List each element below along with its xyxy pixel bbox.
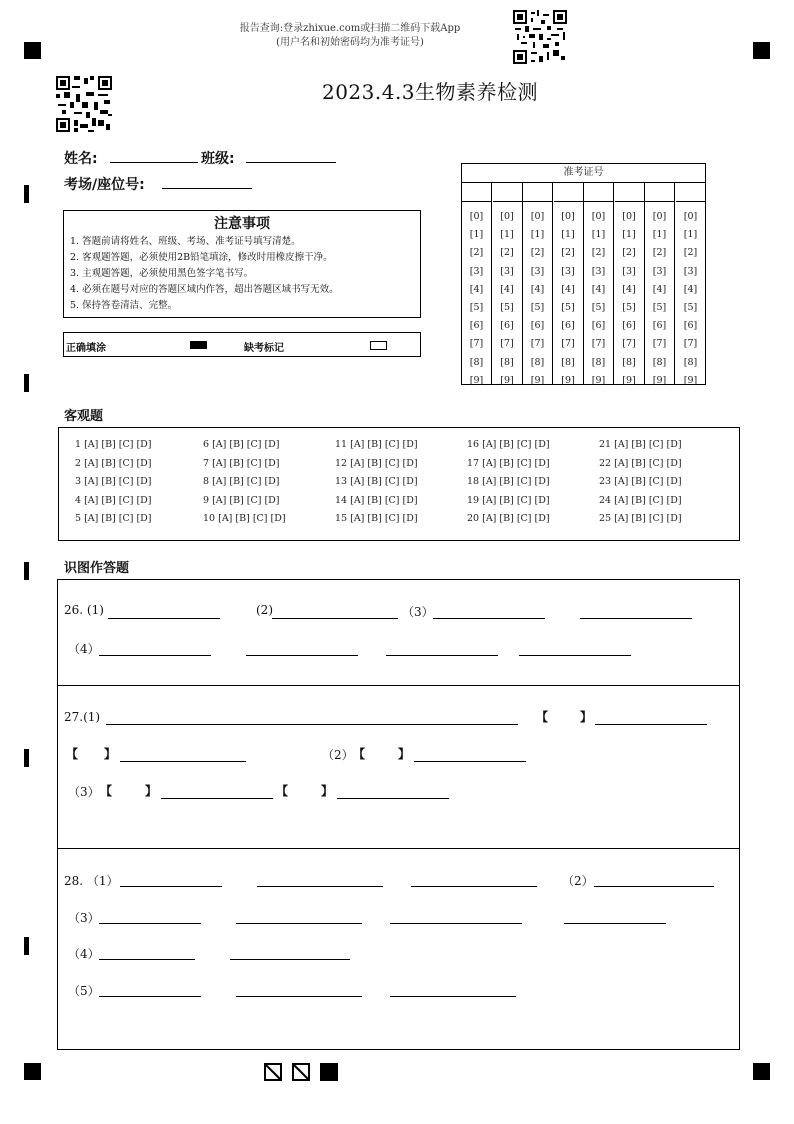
sheet-qr-code (56, 76, 112, 132)
objective-row[interactable]: 4 [A] [B] [C] [D] (75, 494, 152, 506)
answer-bracket-right: 】 (104, 747, 117, 761)
side-timing-mark (24, 374, 29, 392)
admission-digit-bubble[interactable]: [6] (683, 320, 698, 332)
objective-row[interactable]: 1 [A] [B] [C] [D] (75, 439, 152, 450)
admission-digit-bubble[interactable]: [2] (561, 247, 575, 259)
admission-digit-bubble[interactable]: [5] (683, 302, 698, 314)
admission-digit-column (645, 183, 675, 384)
answer-line[interactable] (99, 655, 211, 656)
admission-digit-bubble[interactable]: [1] (469, 229, 484, 241)
admission-digit-bubble[interactable]: [2] (683, 247, 698, 259)
page-mark-hatched (292, 1063, 310, 1081)
admission-digit-bubble[interactable]: [0] (561, 211, 575, 222)
correct-fill-label: 正确填涂 (66, 343, 106, 354)
objective-row[interactable]: 14 [A] [B] [C] [D] (335, 494, 418, 506)
answer-line[interactable] (161, 798, 273, 799)
absent-mark-box[interactable] (370, 341, 387, 350)
objective-row[interactable]: 2 [A] [B] [C] [D] (75, 457, 152, 469)
admission-digit-bubble[interactable]: [4] (652, 283, 667, 295)
admission-digit-bubble[interactable]: [4] (591, 283, 606, 295)
admission-digit-bubble[interactable]: [6] (469, 320, 484, 332)
admission-digit-bubble[interactable]: [0] (683, 211, 698, 222)
objective-row[interactable]: 5 [A] [B] [C] [D] (75, 513, 152, 524)
admission-digit-bubble[interactable]: [7] (561, 338, 575, 350)
class-label: 班级: (201, 151, 235, 167)
admission-digit-bubble[interactable]: [8] (652, 356, 667, 368)
q28-part2-label: （2） (562, 874, 594, 888)
answer-line[interactable] (99, 923, 201, 924)
admission-digit-bubble[interactable]: [8] (469, 356, 484, 368)
answer-bracket-left: 【 (536, 710, 549, 724)
objective-row[interactable]: 24 [A] [B] [C] [D] (599, 494, 682, 506)
objective-row[interactable]: 20 [A] [B] [C] [D] (467, 513, 550, 524)
absent-mark-label: 缺考标记 (244, 343, 284, 354)
q27-part3-label: （3） (68, 785, 100, 799)
objective-row[interactable]: 25 [A] [B] [C] [D] (599, 513, 682, 524)
objective-row[interactable]: 22 [A] [B] [C] [D] (599, 457, 682, 469)
admission-digit-bubble[interactable]: [2] (530, 247, 545, 259)
objective-row[interactable]: 8 [A] [B] [C] [D] (203, 476, 280, 487)
answer-line[interactable] (257, 886, 383, 887)
admission-digit-bubble[interactable]: [8] (591, 356, 606, 368)
admission-digit-bubble[interactable]: [0] (469, 211, 484, 222)
admission-digit-bubble[interactable]: [0] (530, 211, 545, 222)
answer-bracket-left: 【 (276, 784, 289, 798)
objective-row[interactable]: 3 [A] [B] [C] [D] (75, 476, 152, 487)
admission-digit-write-cell[interactable] (462, 183, 491, 202)
answer-line[interactable] (390, 923, 522, 924)
objective-column (599, 436, 682, 529)
correct-fill-sample (190, 341, 207, 349)
question-divider (57, 848, 740, 849)
side-timing-mark (24, 937, 29, 955)
admission-digit-bubble[interactable]: [9] (530, 374, 545, 386)
q26-part2-label: (2) (256, 603, 273, 617)
admission-digit-bubble[interactable]: [0] (652, 211, 667, 222)
answer-bracket-right: 】 (321, 784, 334, 798)
objective-row[interactable]: 19 [A] [B] [C] [D] (467, 494, 550, 506)
admission-digit-bubble[interactable]: [9] (591, 374, 606, 386)
page-mark-hatched (264, 1063, 282, 1081)
answer-line[interactable] (99, 996, 201, 997)
notice-item: 3. 主观题答题，必须使用黑色签字笔书写。 (70, 268, 254, 279)
answer-line[interactable] (386, 655, 498, 656)
admission-digit-bubble[interactable]: [6] (622, 320, 636, 332)
admission-digit-bubble[interactable]: [9] (469, 374, 484, 386)
admission-digit-bubble[interactable]: [3] (530, 265, 545, 277)
admission-digit-column (523, 183, 553, 384)
objective-row[interactable]: 10 [A] [B] [C] [D] (203, 513, 286, 524)
admission-digit-bubble[interactable]: [3] (469, 265, 484, 277)
objective-section-label: 客观题 (64, 409, 104, 424)
room-seat-label: 考场/座位号: (64, 177, 145, 193)
admission-digit-bubble[interactable]: [0] (591, 211, 606, 222)
admission-digit-bubble[interactable]: [3] (652, 265, 667, 277)
admission-digit-bubble[interactable]: [3] (591, 265, 606, 277)
answer-line[interactable] (246, 655, 358, 656)
admission-digit-bubble[interactable]: [8] (530, 356, 545, 368)
admission-digit-bubble[interactable]: [4] (622, 283, 636, 295)
q27-part1-label: 27.(1) (64, 710, 101, 724)
q28-part4-label: （4） (68, 947, 100, 961)
admission-digit-bubble[interactable]: [5] (530, 302, 545, 314)
objective-column (335, 436, 418, 529)
answer-line[interactable] (236, 996, 362, 997)
admission-digit-bubble[interactable]: [9] (622, 374, 636, 386)
answer-bracket-left: 【 (100, 784, 113, 798)
class-field[interactable] (246, 148, 336, 163)
answer-line[interactable] (414, 761, 526, 762)
admission-digit-bubble[interactable]: [6] (500, 320, 514, 332)
admission-digit-bubble[interactable]: [9] (500, 374, 514, 386)
admission-digit-bubble[interactable]: [0] (622, 211, 636, 222)
answer-line[interactable] (337, 798, 449, 799)
answer-line[interactable] (564, 923, 666, 924)
q28-part1-label: 28. （1） (64, 874, 119, 888)
objective-row[interactable]: 23 [A] [B] [C] [D] (599, 476, 682, 487)
q26-part4-label: （4） (68, 642, 100, 656)
name-field[interactable] (110, 148, 198, 163)
admission-digit-bubble[interactable]: [2] (500, 247, 514, 259)
objective-row[interactable]: 15 [A] [B] [C] [D] (335, 513, 418, 524)
admission-digit-bubble[interactable]: [6] (591, 320, 606, 332)
admission-digit-bubble[interactable]: [4] (500, 283, 514, 295)
objective-row[interactable]: 16 [A] [B] [C] [D] (467, 439, 550, 450)
admission-digit-bubble[interactable]: [8] (500, 356, 514, 368)
admission-digit-bubble[interactable]: [3] (500, 265, 514, 277)
admission-digit-bubble[interactable]: [6] (530, 320, 545, 332)
q28-part5-label: （5） (68, 984, 100, 998)
admission-digit-bubble[interactable]: [7] (591, 338, 606, 350)
app-qr-code[interactable] (513, 10, 567, 64)
admission-digit-column (554, 183, 584, 384)
room-seat-field[interactable] (162, 174, 252, 189)
name-label: 姓名: (64, 151, 98, 167)
side-timing-mark (24, 185, 29, 203)
admission-digit-bubble[interactable]: [2] (591, 247, 606, 259)
answer-line[interactable] (108, 618, 220, 619)
admission-digit-bubble[interactable]: [1] (652, 229, 667, 241)
admission-digit-bubble[interactable]: [6] (652, 320, 667, 332)
admission-digit-bubble[interactable]: [8] (561, 356, 575, 368)
admission-digit-bubble[interactable]: [2] (622, 247, 636, 259)
admission-digit-write-cell[interactable] (584, 183, 613, 202)
admission-digit-write-cell[interactable] (554, 183, 583, 202)
objective-column (467, 436, 550, 529)
answer-bracket-right: 】 (398, 747, 411, 761)
admission-digit-column (676, 183, 706, 384)
admission-digit-bubble[interactable]: [1] (500, 229, 514, 241)
admission-digit-column (462, 183, 492, 384)
admission-digit-bubble[interactable]: [2] (469, 247, 484, 259)
admission-digit-bubble[interactable]: [2] (652, 247, 667, 259)
admission-digit-bubble[interactable]: [1] (561, 229, 575, 241)
answer-line[interactable] (99, 959, 195, 960)
side-timing-mark (24, 749, 29, 767)
answer-line[interactable] (519, 655, 631, 656)
corner-mark-bottom-right (753, 1063, 770, 1080)
admission-digit-bubble[interactable]: [4] (561, 283, 575, 295)
admission-digit-bubble[interactable]: [9] (652, 374, 667, 386)
admission-digit-bubble[interactable]: [0] (500, 211, 514, 222)
admission-digit-bubble[interactable]: [5] (561, 302, 575, 314)
answer-line[interactable] (580, 618, 692, 619)
subjective-section-label: 识图作答题 (64, 561, 130, 576)
q27-part2-label: （2） (322, 748, 354, 762)
answer-line[interactable] (106, 724, 518, 725)
admission-digit-bubble[interactable]: [3] (622, 265, 636, 277)
answer-bracket-left: 【 (353, 747, 366, 761)
admission-digit-write-cell[interactable] (676, 183, 706, 202)
notice-item: 5. 保持答卷清洁、完整。 (70, 300, 178, 311)
admission-digit-bubble[interactable]: [7] (469, 338, 484, 350)
admission-digit-bubble[interactable]: [1] (530, 229, 545, 241)
objective-row[interactable]: 7 [A] [B] [C] [D] (203, 457, 280, 469)
admission-digit-column (493, 183, 523, 384)
objective-row[interactable]: 6 [A] [B] [C] [D] (203, 439, 280, 450)
notice-box (63, 210, 421, 318)
admission-digit-bubble[interactable]: [4] (683, 283, 698, 295)
admission-digit-bubble[interactable]: [6] (561, 320, 575, 332)
notice-item: 1. 答题前请将姓名、班级、考场、准考证号填写清楚。 (70, 236, 301, 247)
answer-line[interactable] (120, 886, 222, 887)
admission-digit-column (615, 183, 645, 384)
admission-digit-column (584, 183, 614, 384)
objective-column (203, 436, 286, 529)
report-query-note (220, 22, 480, 50)
report-query-line1: 报告查询:登录zhixue.com或扫描二维码下载App (239, 23, 461, 34)
answer-line[interactable] (236, 923, 362, 924)
admission-digit-bubble[interactable]: [4] (530, 283, 545, 295)
admission-digit-bubble[interactable]: [5] (500, 302, 514, 314)
answer-line[interactable] (433, 618, 545, 619)
objective-row[interactable]: 17 [A] [B] [C] [D] (467, 457, 550, 469)
objective-row[interactable]: 9 [A] [B] [C] [D] (203, 494, 280, 506)
admission-digit-bubble[interactable]: [1] (622, 229, 636, 241)
objective-row[interactable]: 12 [A] [B] [C] [D] (335, 457, 418, 469)
objective-row[interactable]: 18 [A] [B] [C] [D] (467, 476, 550, 487)
answer-line[interactable] (272, 618, 398, 619)
objective-answer-box (58, 427, 740, 541)
admission-digit-bubble[interactable]: [4] (469, 283, 484, 295)
admission-digit-bubble[interactable]: [5] (622, 302, 636, 314)
admission-digit-write-cell[interactable] (645, 183, 674, 202)
objective-column (75, 436, 152, 529)
corner-mark-top-right (753, 42, 770, 59)
notice-item: 4. 必须在题号对应的答题区域内作答，超出答题区域书写无效。 (70, 284, 339, 295)
answer-line[interactable] (120, 761, 246, 762)
admission-digit-bubble[interactable]: [1] (591, 229, 606, 241)
q26-part1-label: 26. (1) (64, 603, 104, 617)
admission-digit-bubble[interactable]: [1] (683, 229, 698, 241)
page-mark-solid (320, 1063, 338, 1081)
q28-part3-label: （3） (68, 911, 100, 925)
admission-digit-write-cell[interactable] (493, 183, 522, 202)
admission-number-table (461, 163, 706, 385)
notice-item: 2. 客观题答题，必须使用2B铅笔填涂，修改时用橡皮擦干净。 (70, 252, 333, 263)
admission-digit-bubble[interactable]: [8] (622, 356, 636, 368)
report-query-line2: (用户名和初始密码均为准考证号) (276, 37, 424, 48)
objective-row[interactable]: 13 [A] [B] [C] [D] (335, 476, 418, 487)
objective-row[interactable]: 21 [A] [B] [C] [D] (599, 439, 682, 450)
answer-line[interactable] (594, 886, 714, 887)
answer-bracket-left: 【 (66, 747, 79, 761)
admission-digit-bubble[interactable]: [3] (561, 265, 575, 277)
corner-mark-top-left (24, 42, 41, 59)
admission-digit-bubble[interactable]: [5] (469, 302, 484, 314)
admission-digit-bubble[interactable]: [8] (683, 356, 698, 368)
answer-bracket-right: 】 (580, 710, 593, 724)
q26-part3-label: （3） (402, 605, 434, 619)
admission-digit-bubble[interactable]: [3] (683, 265, 698, 277)
side-timing-mark (24, 562, 29, 580)
notice-heading: 注意事项 (214, 216, 270, 232)
admission-digit-bubble[interactable]: [7] (622, 338, 636, 350)
admission-digit-write-cell[interactable] (523, 183, 552, 202)
subjective-answer-box (57, 579, 740, 1050)
admission-number-caption: 准考证号 (462, 164, 705, 183)
answer-line[interactable] (595, 724, 707, 725)
admission-digit-bubble[interactable]: [9] (561, 374, 575, 386)
question-divider (57, 685, 740, 686)
admission-digit-bubble[interactable]: [5] (591, 302, 606, 314)
admission-digit-bubble[interactable]: [7] (500, 338, 514, 350)
objective-row[interactable]: 11 [A] [B] [C] [D] (335, 439, 418, 450)
admission-digit-bubble[interactable]: [5] (652, 302, 667, 314)
answer-line[interactable] (390, 996, 516, 997)
corner-mark-bottom-left (24, 1063, 41, 1080)
fill-legend (63, 332, 421, 357)
admission-digit-bubble[interactable]: [7] (683, 338, 698, 350)
admission-digit-write-cell[interactable] (615, 183, 644, 202)
admission-digit-bubble[interactable]: [7] (530, 338, 545, 350)
answer-bracket-right: 】 (145, 784, 158, 798)
exam-title: 2023.4.3生物素养检测 (321, 80, 539, 104)
admission-digit-bubble[interactable]: [7] (652, 338, 667, 350)
answer-line[interactable] (411, 886, 537, 887)
admission-digit-bubble[interactable]: [9] (683, 374, 698, 386)
answer-line[interactable] (230, 959, 350, 960)
